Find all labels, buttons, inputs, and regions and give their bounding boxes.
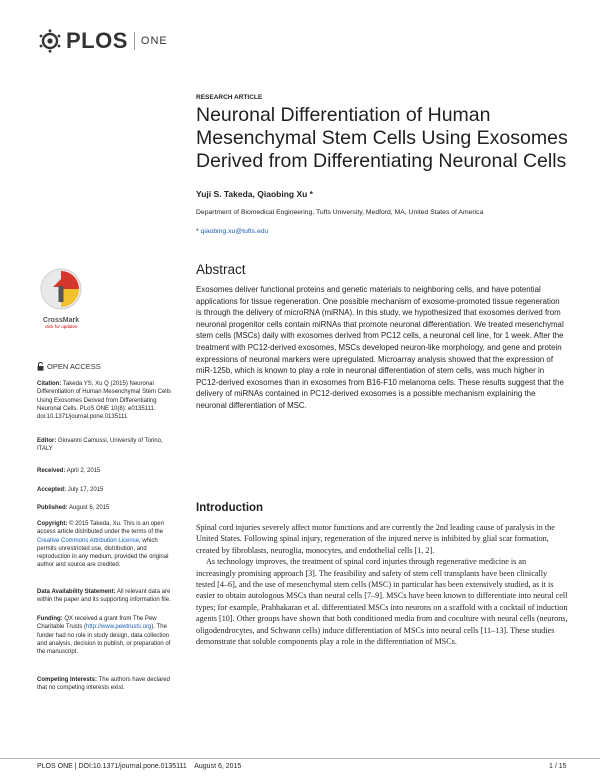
editor-text: Giovanni Camussi, University of Torino, ITALY [37, 438, 163, 453]
open-lock-icon [37, 362, 44, 371]
data-availability-block [37, 588, 175, 605]
competing-interests-block [37, 676, 175, 693]
copyright-label: Copyright: [37, 521, 68, 527]
received-label: Received: [37, 468, 66, 474]
funding-label: Funding: [37, 616, 63, 622]
open-access-badge [37, 362, 101, 371]
competing-interests-text: The authors have declared that no competing interests exist. [37, 677, 170, 692]
funder-link[interactable]: http://www.pewtrusts.org [86, 624, 152, 631]
affiliation: Department of Biomedical Engineering, Tufts University, Medford, MA, United States of America [196, 209, 484, 216]
competing-interests-label: Competing Interests: [37, 677, 98, 683]
plos-one-logo [38, 28, 168, 54]
crossmark-sublabel: click for updates [44, 324, 78, 329]
abstract-text: Exosomes deliver functional proteins and genetic materials to neighboring cells, and have potential applications for tissue regeneration. One possible mechanism of exosome-promoted tissue regeneration is through the delivery of microRNA (miRNA). In this study, we hypothesized that exosomes derived from neuronal progenitor cells contain miRNAs that promote neuronal differentiation. We treated mesenchymal stem cells (MSCs) daily with exosomes derived from PC12 cells, a neuronal cell line, for 1 week. After the treatment with PC12-derived exosomes, MSCs developed neuron-like morphology, and gene and protein expressions of neuronal markers were upregulated. Microarray analysis showed that the expression of miR-125b, which is known to play a role in neuronal differentiation of stem cells, was much higher in PC12-derived exosomes than in exosomes from B16-F10 melanoma cells. These results suggest that the delivery of miRNAs contained in PC12-derived exosomes is a possible mechanism explaining the neuronal differentiation of MSC. [196, 285, 564, 410]
accepted-date: July 17, 2015 [67, 487, 104, 493]
funding-text: QX received a grant from The Pew Charitable Trusts ( [37, 616, 157, 631]
author-list: Yuji S. Takeda, Qiaobing Xu * [196, 189, 313, 199]
copyright-text-cont: , which permits unrestricted use, distribution, and reproduction in any medium, provided the original author and source are credited. [37, 537, 169, 569]
citation-label: Citation: [37, 381, 62, 387]
funding-text-cont: ). The funder had no role in study design, data collection and analysis, decision to publish, or preparation of the manuscript. [37, 624, 171, 656]
plos-logo-mark-icon [38, 29, 62, 53]
editor-block [37, 437, 175, 454]
intro-paragraph: Spinal cord injuries severely affect motor functions and are currently the 2nd leading cause of paralysis in the United States. Following spinal injury, regeneration of the injured nerve is inhibited by glial scar formation, created by fibroblasts, neuroglia, monocytes, and endothelial cells [1, 2]. [196, 523, 555, 555]
page-number: 1 / 15 [549, 763, 567, 770]
citation-text: Takeda YS, Xu Q (2015) Neuronal Differentiation of Human Mesenchymal Stem Cells Using Exosomes Derived from Differentiating Neuronal Cells. PLoS ONE 10(8): e0135111. doi:10.1371/journal.pone.0135111 [37, 381, 171, 421]
footer-divider [0, 758, 600, 759]
received-date: April 2, 2015 [66, 468, 101, 474]
citation-block [37, 380, 175, 421]
crossmark-label: CrossMark [42, 317, 80, 324]
published-date: August 6, 2015 [69, 505, 110, 511]
received-block [37, 467, 175, 475]
logo-divider [134, 32, 135, 50]
editor-label: Editor: [37, 438, 57, 444]
crossmark-badge[interactable] [36, 267, 86, 329]
data-availability-label: Data Availability Statement: [37, 589, 116, 595]
license-link[interactable]: Creative Commons Attribution License [37, 537, 140, 544]
corresponding-marker: * [196, 228, 199, 235]
data-availability-text: All relevant data are within the paper and its supporting information file. [37, 589, 171, 604]
corresponding-email-line [196, 228, 268, 235]
introduction-heading: Introduction [196, 502, 264, 514]
corresponding-email-link[interactable]: qiaobing.xu@tufts.edu [200, 228, 269, 235]
footer-citation: PLOS ONE | DOI:10.1371/journal.pone.0135111 August 6, 2015 [37, 763, 242, 770]
open-access-label: OPEN ACCESS [47, 362, 101, 371]
intro-paragraph: As technology improves, the treatment of spinal cord injuries through regenerative medicine is an increasingly promising approach [3]. The feasibility and safety of stem cell transplants have been clinically tested [4–6], and the use of mesenchymal stem cells (MSC) in particular has been extensively studied, as it is easier to obtain autologous MSCs than neural cells [7–9]. MSCs have been known to differentiate into neural cell types; for example, Prabhakaran et al. differentiated MSCs into neurons on a scaffold with a cocktail of induction agents [10]. Other groups have shown that both conditioned media from and coculture with neural cells (neurons, oligodendrocytes, and Schwann cells) induce differentiation of MSCs into neural cells [11–13]. These studies demonstrate that soluble components play a role in the differentiation of MSCs. [196, 557, 568, 647]
copyright-block [37, 520, 175, 570]
funding-block [37, 615, 175, 656]
published-label: Published: [37, 505, 68, 511]
journal-name: ONE [140, 35, 168, 47]
article-title: Neuronal Differentiation of Human Mesenchymal Stem Cells Using Exosomes Derived from Differentiating Neuronal Cells [196, 104, 568, 172]
abstract-heading: Abstract [196, 262, 246, 277]
accepted-label: Accepted: [37, 487, 67, 493]
article-type: RESEARCH ARTICLE [196, 94, 263, 101]
copyright-text: © 2015 Takeda, Xu. This is an open access article distributed under the terms of the [37, 521, 164, 536]
accepted-block [37, 486, 175, 494]
introduction-body [196, 522, 568, 647]
plos-brand: PLOS [66, 28, 128, 53]
crossmark-icon [39, 267, 83, 311]
published-block [37, 504, 175, 512]
